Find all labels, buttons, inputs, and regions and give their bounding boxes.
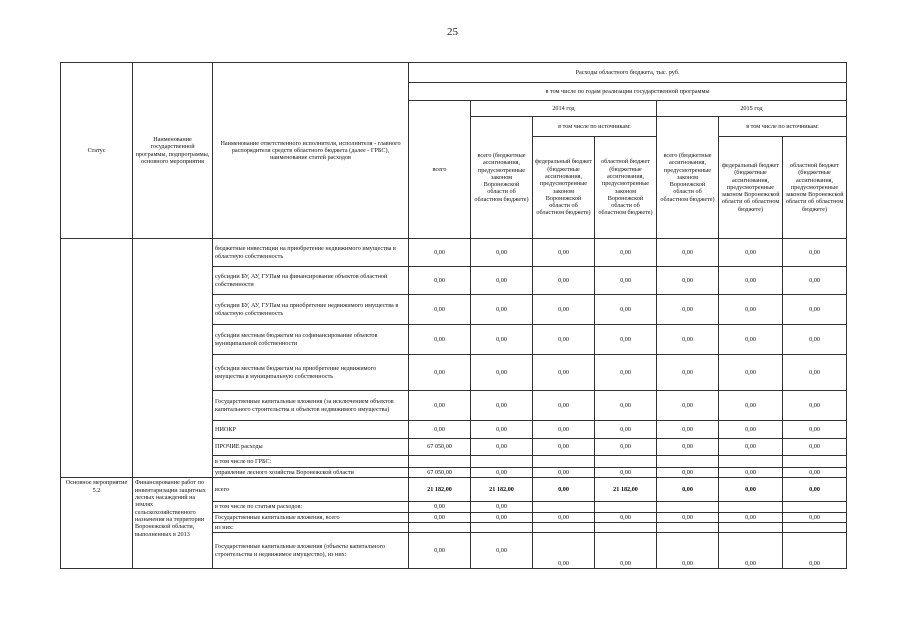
cell-total-2015: 0,00 <box>657 267 719 295</box>
cell-federal-2014: 0,00 <box>533 439 595 456</box>
cell-regional-2015: 0,00 <box>783 325 847 355</box>
header-by-sources-2015: в том числе по источникам: <box>719 117 847 137</box>
row-label: управление лесного хозяйства Воронежской области <box>213 468 409 478</box>
cell-regional-2015 <box>783 522 847 532</box>
cell-regional-2015 <box>783 456 847 468</box>
cell-total-2015: 0,00 <box>657 355 719 391</box>
cell-regional-2015: 0,00 <box>783 439 847 456</box>
cell-federal-2014: 0,00 <box>533 267 595 295</box>
cell-total <box>409 456 471 468</box>
cell-total: 0,00 <box>409 325 471 355</box>
cell-total-2015: 0,00 <box>657 295 719 325</box>
table-row <box>61 478 847 502</box>
cell-regional-2014: 0,00 <box>595 355 657 391</box>
cell-regional-2015: 0,00 <box>783 421 847 439</box>
row-label: субсидии БУ, АУ, ГУПам на финансирование объектов областной собственности <box>213 267 409 295</box>
status-cell-empty <box>61 239 133 478</box>
row-label: в том числе по ГРБС: <box>213 456 409 468</box>
cell-total-2015: 0,00 <box>657 533 719 569</box>
header-expenses: Расходы областного бюджета, тыс. руб. <box>409 63 847 83</box>
cell-federal-2014 <box>533 522 595 532</box>
cell-regional-2014: 0,00 <box>595 512 657 522</box>
row-label: субсидии местным бюджетам на приобретение недвижимого имущества в муниципальную собственность <box>213 355 409 391</box>
cell-federal-2014: 0,00 <box>533 468 595 478</box>
cell-federal-2014: 0,00 <box>533 295 595 325</box>
cell-federal-2015 <box>719 502 783 512</box>
cell-total-2014 <box>471 456 533 468</box>
cell-total-2014: 21 182,00 <box>471 478 533 502</box>
cell-federal-2014: 0,00 <box>533 239 595 267</box>
cell-total: 0,00 <box>409 391 471 421</box>
cell-total: 0,00 <box>409 512 471 522</box>
header-status: Статус <box>61 63 133 239</box>
cell-total: 67 050,00 <box>409 468 471 478</box>
cell-total-2015: 0,00 <box>657 391 719 421</box>
measure-name: Финансирование работ по инвентаризации защитных лесных насаждений на землях сельскохозяйственного назначения на территории Воронежской области, выполненных в 2013 <box>133 478 213 569</box>
cell-total-2015: 0,00 <box>657 439 719 456</box>
cell-total: 67 050,00 <box>409 439 471 456</box>
cell-regional-2014: 21 182,00 <box>595 478 657 502</box>
header-total-budget-2014: всего (бюджетные ассигнования, предусмотренные законом Воронежской области об областном бюджете) <box>471 117 533 239</box>
header-regional-2014: областной бюджет (бюджетные ассигнования, предусмотренные законом Воронежской области об областном бюджете) <box>595 137 657 239</box>
header-program-name: Наименование государственной программы, подпрограммы, основного мероприятия <box>133 63 213 239</box>
header-regional-2015: областной бюджет (бюджетные ассигнования, предусмотренные законом Воронежской области об областном бюджете) <box>783 137 847 239</box>
cell-total-2014: 0,00 <box>471 502 533 512</box>
cell-regional-2015: 0,00 <box>783 239 847 267</box>
cell-federal-2015: 0,00 <box>719 267 783 295</box>
cell-total <box>409 522 471 532</box>
row-label: из них: <box>213 522 409 532</box>
cell-total-2014: 0,00 <box>471 439 533 456</box>
cell-regional-2014 <box>595 502 657 512</box>
header-year-2014: 2014 год <box>471 101 657 117</box>
cell-regional-2014: 0,00 <box>595 421 657 439</box>
cell-regional-2014 <box>595 456 657 468</box>
cell-total-2014: 0,00 <box>471 239 533 267</box>
cell-total-2014 <box>471 522 533 532</box>
cell-federal-2014: 0,00 <box>533 478 595 502</box>
cell-total-2014: 0,00 <box>471 391 533 421</box>
row-label: всего <box>213 478 409 502</box>
page-number: 25 <box>447 26 458 38</box>
cell-total-2014: 0,00 <box>471 468 533 478</box>
row-label: Государственные капитальные вложения (объекты капитального строительства и недвижимое имущество), из них: <box>213 533 409 569</box>
row-label: Государственные капитальные вложения (за исключением объектов капитального строительства и объектов недвижимого имущества) <box>213 391 409 421</box>
cell-federal-2015 <box>719 522 783 532</box>
cell-total-2014: 0,00 <box>471 325 533 355</box>
cell-total-2014: 0,00 <box>471 267 533 295</box>
cell-federal-2015: 0,00 <box>719 325 783 355</box>
cell-total-2014: 0,00 <box>471 512 533 522</box>
cell-federal-2015: 0,00 <box>719 468 783 478</box>
cell-regional-2014 <box>595 522 657 532</box>
program-cell-empty <box>133 239 213 478</box>
header-federal-2015: федеральный бюджет (бюджетные ассигнования, предусмотренные законом Воронежской области об областном бюджете) <box>719 137 783 239</box>
row-label: в том числе по статьям расходов: <box>213 502 409 512</box>
cell-total-2015 <box>657 502 719 512</box>
row-label: НИОКР <box>213 421 409 439</box>
cell-federal-2015: 0,00 <box>719 295 783 325</box>
header-total-budget-2015: всего (бюджетные ассигнования, предусмотренные законом Воронежской области об областном бюджете) <box>657 117 719 239</box>
cell-regional-2015: 0,00 <box>783 533 847 569</box>
cell-federal-2014: 0,00 <box>533 421 595 439</box>
measure-status: Основное мероприятие 5.2 <box>61 478 133 569</box>
cell-federal-2015: 0,00 <box>719 512 783 522</box>
cell-total: 0,00 <box>409 502 471 512</box>
cell-regional-2015: 0,00 <box>783 355 847 391</box>
cell-total-2015: 0,00 <box>657 421 719 439</box>
cell-total-2014: 0,00 <box>471 295 533 325</box>
cell-federal-2014: 0,00 <box>533 325 595 355</box>
cell-regional-2014: 0,00 <box>595 325 657 355</box>
header-executor: Наименование ответственного исполнителя, исполнителя - главного распорядителя средств областного бюджета (далее - ГРБС), наименование статей расходов <box>213 63 409 239</box>
cell-federal-2015: 0,00 <box>719 439 783 456</box>
cell-total: 0,00 <box>409 533 471 569</box>
cell-federal-2015: 0,00 <box>719 391 783 421</box>
cell-total-2014: 0,00 <box>471 533 533 569</box>
cell-regional-2014: 0,00 <box>595 391 657 421</box>
header-year-2015: 2015 год <box>657 101 847 117</box>
row-label: субсидии местным бюджетам на софинансирование объектов муниципальной собственности <box>213 325 409 355</box>
cell-regional-2015: 0,00 <box>783 295 847 325</box>
row-label: бюджетные инвестиции на приобретение недвижимого имущества в областную собственность <box>213 239 409 267</box>
cell-federal-2014: 0,00 <box>533 512 595 522</box>
cell-total-2015 <box>657 522 719 532</box>
cell-total: 21 182,00 <box>409 478 471 502</box>
cell-total: 0,00 <box>409 295 471 325</box>
cell-regional-2015: 0,00 <box>783 391 847 421</box>
header-total: всего <box>409 101 471 239</box>
header-by-sources-2014: в том числе по источникам: <box>533 117 657 137</box>
cell-federal-2014 <box>533 456 595 468</box>
cell-total: 0,00 <box>409 355 471 391</box>
cell-total: 0,00 <box>409 267 471 295</box>
cell-total-2015 <box>657 456 719 468</box>
cell-total: 0,00 <box>409 421 471 439</box>
row-label: ПРОЧИЕ расходы <box>213 439 409 456</box>
cell-total-2015: 0,00 <box>657 468 719 478</box>
cell-federal-2015: 0,00 <box>719 533 783 569</box>
cell-federal-2015: 0,00 <box>719 239 783 267</box>
cell-regional-2015 <box>783 502 847 512</box>
cell-regional-2015: 0,00 <box>783 468 847 478</box>
table-row <box>61 239 847 267</box>
cell-federal-2014: 0,00 <box>533 533 595 569</box>
budget-table <box>60 62 847 569</box>
cell-regional-2015: 0,00 <box>783 267 847 295</box>
cell-federal-2014: 0,00 <box>533 391 595 421</box>
header-by-years: в том числе по годам реализации государственной программы <box>409 83 847 101</box>
row-label: Государственные капитальные вложения, всего <box>213 512 409 522</box>
row-label: субсидии БУ, АУ, ГУПам на приобретение недвижимого имущества в областную собственность <box>213 295 409 325</box>
cell-total-2015: 0,00 <box>657 325 719 355</box>
cell-regional-2015: 0,00 <box>783 478 847 502</box>
cell-total-2015: 0,00 <box>657 478 719 502</box>
cell-total-2015: 0,00 <box>657 239 719 267</box>
cell-regional-2015: 0,00 <box>783 512 847 522</box>
cell-regional-2014: 0,00 <box>595 439 657 456</box>
cell-regional-2014: 0,00 <box>595 533 657 569</box>
cell-federal-2014 <box>533 502 595 512</box>
cell-total: 0,00 <box>409 239 471 267</box>
cell-federal-2014: 0,00 <box>533 355 595 391</box>
cell-federal-2015: 0,00 <box>719 478 783 502</box>
header-federal-2014: федеральный бюджет (бюджетные ассигнования, предусмотренные законом Воронежской области об областном бюджете) <box>533 137 595 239</box>
cell-federal-2015 <box>719 456 783 468</box>
cell-total-2014: 0,00 <box>471 421 533 439</box>
cell-regional-2014: 0,00 <box>595 267 657 295</box>
cell-federal-2015: 0,00 <box>719 421 783 439</box>
cell-regional-2014: 0,00 <box>595 295 657 325</box>
cell-regional-2014: 0,00 <box>595 239 657 267</box>
cell-total-2015: 0,00 <box>657 512 719 522</box>
cell-total-2014: 0,00 <box>471 355 533 391</box>
cell-regional-2014: 0,00 <box>595 468 657 478</box>
cell-federal-2015: 0,00 <box>719 355 783 391</box>
